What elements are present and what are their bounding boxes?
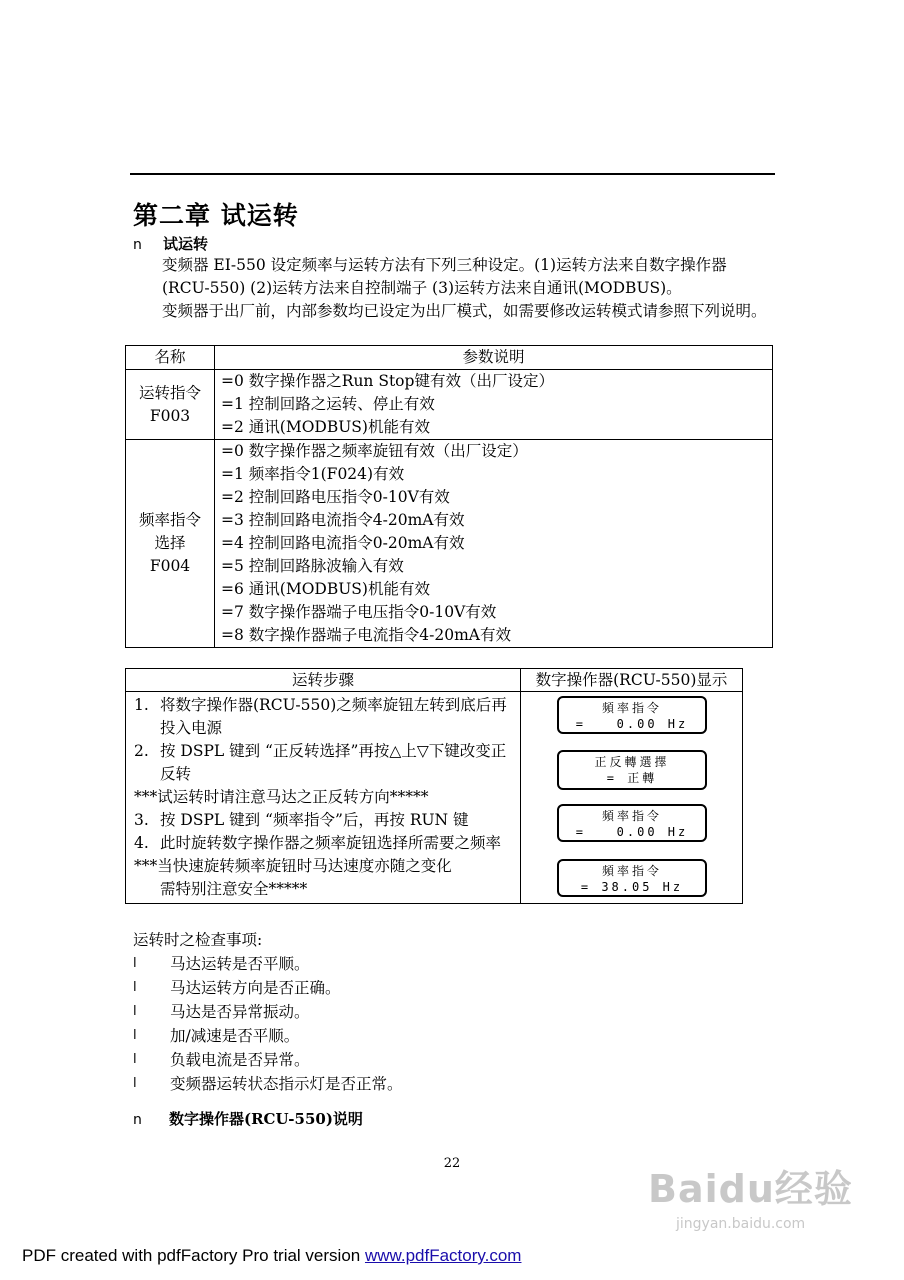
lcd-line: = 0.00 Hz (575, 825, 689, 839)
page-number: 22 (443, 1156, 461, 1171)
param-code: F004 (149, 557, 191, 575)
list-marker: l (133, 1004, 137, 1019)
section-title: 试运转 (162, 235, 208, 253)
lcd-display (557, 859, 707, 897)
option-item: =0 数字操作器之频率旋钮有效（出厂设定） (221, 442, 528, 460)
lcd-line: 頻率指令 (601, 809, 662, 823)
list-item (133, 976, 403, 1000)
option-item: =0 数字操作器之Run Stop键有效（出厂设定） (221, 372, 554, 390)
steps-cell (126, 692, 521, 904)
list-item-text: 马达运转是否平顺。 (170, 955, 310, 973)
footer-link[interactable]: www.pdfFactory.com (364, 1246, 522, 1265)
param-options-cell (215, 370, 773, 440)
lcd-line: = 38.05 Hz (580, 880, 684, 894)
option-item: =6 通讯(MODBUS)机能有效 (221, 580, 430, 598)
lcd-display (557, 696, 707, 734)
option-item: =5 控制回路脉波输入有效 (221, 557, 404, 575)
display-header: 数字操作器(RCU-550)显示 (521, 669, 743, 692)
watermark (640, 1150, 870, 1240)
list-item-text: 负载电流是否异常。 (170, 1051, 310, 1069)
list-item-text: 变频器运转状态指示灯是否正常。 (170, 1075, 403, 1093)
top-rule (130, 173, 775, 175)
chapter-title: 第二章 试运转 (133, 201, 299, 230)
steps-header: 运转步骤 (126, 669, 521, 692)
pdf-footer (22, 1246, 521, 1266)
param-name: 运转指令 (138, 383, 201, 402)
param-code: F003 (149, 406, 191, 425)
step-text: 按 DSPL 键到 “频率指令”后，再按 RUN 键 (160, 811, 469, 829)
section-heading (133, 1108, 363, 1129)
table-header-name: 名称 (126, 346, 215, 370)
param-name-cell (126, 370, 215, 440)
lcd-line: 頻率指令 (601, 864, 662, 878)
section-heading (133, 233, 208, 254)
list-marker: l (133, 980, 137, 995)
list-marker: l (133, 1076, 137, 1091)
warning-note (134, 855, 514, 901)
step-number: 2. (134, 742, 149, 760)
list-marker: l (133, 1052, 137, 1067)
param-name-cell (126, 440, 215, 648)
warning-text: 需特别注意安全***** (160, 880, 308, 898)
warning-text: ***当快速旋转频率旋钮时马达速度亦随之变化 (134, 857, 452, 875)
checklist (133, 928, 403, 1096)
watermark-logo: Baidu经验 (648, 1167, 853, 1211)
lcd-line: = 正轉 (606, 771, 658, 785)
list-item (133, 1024, 403, 1048)
option-item: =7 数字操作器端子电压指令0-10V有效 (221, 603, 497, 621)
lcd-display (557, 750, 707, 790)
step-number: 3. (134, 811, 149, 829)
intro-paragraph: 变频器 EI-550 设定频率与运转方法有下列三种设定。(1)运转方法来自数字操作器(RCU-550) (2)运转方法来自控制端子 (3)运转方法来自通讯(MODBUS)。 (162, 256, 727, 297)
intro-paragraph-2: 变频器于出厂前，内部参数均已设定为出厂模式，如需要修改运转模式请参照下列说明。 (162, 302, 767, 320)
section-title: 数字操作器(RCU-550)说明 (168, 1110, 363, 1128)
step-text: 按 DSPL 键到 “正反转选择”再按△上▽下键改变正反转 (160, 742, 507, 783)
option-item: =1 频率指令1(F024)有效 (221, 465, 405, 483)
list-item-text: 马达是否异常振动。 (170, 1003, 310, 1021)
lcd-line: = 0.00 Hz (575, 717, 689, 731)
list-item (133, 1048, 403, 1072)
list-item-text: 马达运转方向是否正确。 (170, 979, 341, 997)
list-item (133, 952, 403, 976)
table-header-desc: 参数说明 (215, 346, 773, 370)
option-item: =3 控制回路电流指令4-20mA有效 (221, 511, 465, 529)
step-item (134, 694, 514, 740)
param-name: 频率指令 (138, 511, 201, 529)
table-row (126, 440, 773, 648)
option-item: =8 数字操作器端子电流指令4-20mA有效 (221, 626, 511, 644)
step-item (134, 740, 514, 786)
step-item (134, 832, 514, 855)
table-row (126, 370, 773, 440)
bullet-marker: n (133, 1112, 142, 1128)
step-text: 此时旋转数字操作器之频率旋钮选择所需要之频率 (160, 834, 502, 852)
step-item (134, 809, 514, 832)
param-options-cell (215, 440, 773, 648)
checklist-title: 运转时之检查事项: (133, 931, 263, 949)
step-number: 4. (134, 834, 149, 852)
display-cell (521, 692, 743, 904)
step-number: 1. (134, 696, 149, 714)
lcd-line: 頻率指令 (601, 701, 662, 715)
list-marker: l (133, 956, 137, 971)
step-text: 将数字操作器(RCU-550)之频率旋钮左转到底后再投入电源 (160, 696, 507, 737)
option-item: =4 控制回路电流指令0-20mA有效 (221, 534, 465, 552)
bullet-marker: n (133, 237, 142, 253)
warning-note: ***试运转时请注意马达之正反转方向***** (134, 788, 429, 806)
watermark-url: jingyan.baidu.com (676, 1216, 806, 1232)
list-item (133, 1000, 403, 1024)
parameter-table (125, 345, 773, 648)
lcd-line: 正反轉選擇 (594, 755, 670, 769)
list-marker: l (133, 1028, 137, 1043)
list-item (133, 1072, 403, 1096)
list-item-text: 加/减速是否平顺。 (170, 1027, 300, 1045)
option-item: =2 通讯(MODBUS)机能有效 (221, 418, 430, 436)
steps-table (125, 668, 743, 904)
param-name: 选择 (154, 534, 186, 552)
option-item: =2 控制回路电压指令0-10V有效 (221, 488, 450, 506)
footer-text: PDF created with pdfFactory Pro trial version (22, 1246, 365, 1265)
lcd-display (557, 804, 707, 842)
option-item: =1 控制回路之运转、停止有效 (221, 395, 435, 413)
